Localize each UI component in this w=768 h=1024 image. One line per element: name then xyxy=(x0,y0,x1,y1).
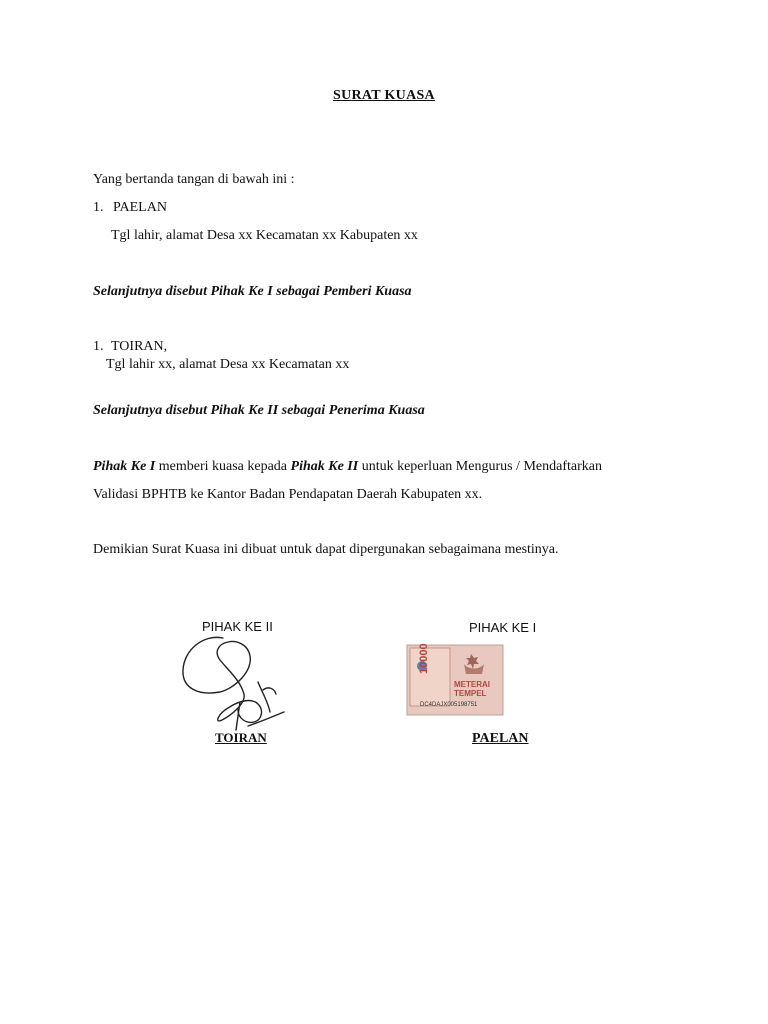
party2-number: 1. xyxy=(93,339,104,354)
document-title: SURAT KUASA xyxy=(333,88,435,103)
party2-details: Tgl lahir xx, alamat Desa xx Kecamatan xx xyxy=(106,357,350,372)
signature-toiran-icon xyxy=(178,630,288,735)
party1-details: Tgl lahir, alamat Desa xx Kecamatan xx Kabupaten xx xyxy=(111,228,418,243)
stamp-value: 10000 xyxy=(418,643,430,674)
signature-name-left: TOIRAN xyxy=(215,730,267,745)
pihak1-ref: Pihak Ke I xyxy=(93,459,156,474)
signature-name-right: PAELAN xyxy=(472,731,529,746)
party2-designation: Selanjutnya disebut Pihak Ke II sebagai Penerima Kuasa xyxy=(93,403,425,418)
intro-text: Yang bertanda tangan di bawah ini : xyxy=(93,172,295,187)
party1-designation: Selanjutnya disebut Pihak Ke I sebagai Pemberi Kuasa xyxy=(93,284,412,299)
stamp-serial: DC4DAJX005198751 xyxy=(420,702,478,708)
signature-label-left: PIHAK KE II xyxy=(202,619,273,634)
stamp-text-line1: METERAI xyxy=(454,680,490,689)
authorization-line1 xyxy=(93,459,602,475)
closing-text: Demikian Surat Kuasa ini dibuat untuk dapat dipergunakan sebagaimana mestinya. xyxy=(93,542,559,557)
stamp-text xyxy=(454,680,490,698)
signature-label-right: PIHAK KE I xyxy=(469,620,537,635)
stamp-text-line2: TEMPEL xyxy=(454,689,487,698)
authorization-line2: Validasi BPHTB ke Kantor Badan Pendapatan Daerah Kabupaten xx. xyxy=(93,487,483,502)
gives-text: memberi kuasa kepada xyxy=(155,459,291,474)
party1-number: 1. xyxy=(93,200,104,215)
meterai-stamp xyxy=(406,644,504,716)
party1-name: PAELAN xyxy=(113,200,167,215)
party2-name: TOIRAN, xyxy=(111,339,168,354)
pihak2-ref: Pihak Ke II xyxy=(290,459,359,474)
purpose-text-1: untuk keperluan Mengurus / Mendaftarkan xyxy=(358,459,602,474)
